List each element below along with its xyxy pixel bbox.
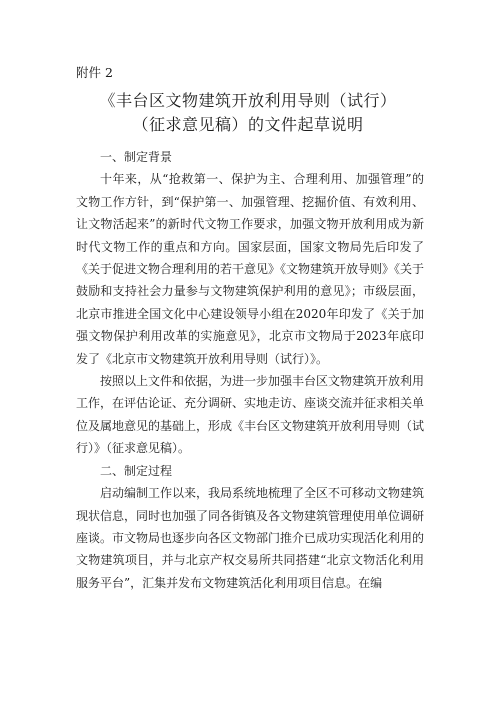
document-title-line-2: （征求意见稿）的文件起草说明	[132, 115, 364, 134]
document-title-line-1: 《丰台区文物建筑开放利用导则（试行）	[99, 91, 397, 110]
section-heading-process: 二、制定过程	[100, 463, 173, 478]
document-body	[76, 146, 424, 594]
section-heading-background: 一、制定背景	[100, 150, 173, 164]
paragraph-background-2: 按照以上文件和依据，为进一步加强丰台区文物建筑开放利用工作，在评估论证、充分调研、实地走访、座谈交流并征求相关单位及属地意见的基础上，形成《丰台区文物建筑开放利用导则（试行）》（征求意见稿）。	[76, 374, 425, 456]
attachment-label: 附件 2	[76, 65, 113, 80]
paragraph-process-1: 启动编制工作以来，我局系统地梳理了全区不可移动文物建筑现状信息，同时也加强了同各街镇及各文物建筑管理使用单位调研座谈。市文物局也逐步向各区文物部门推介已成功实现活化利用的文物建筑项目，并与北京产权交易所共同搭建“北京文物活化利用服务平台”，汇集并发布文物建筑活化利用项目信息。在编	[76, 486, 425, 590]
paragraph-background-1: 十年来，从“抢救第一、保护为主、合理利用、加强管理”的文物工作方针，到“保护第一、加强管理、挖掘价值、有效利用、让文物活起来”的新时代文物工作要求，加强文物开放利用成为新时代文物工作的重点和方向。国家层面，国家文物局先后印发了《关于促进文物合理利用的若干意见》《文物建筑开放导则》《关于鼓励和支持社会力量参与文物建筑保护利用的意见》；市级层面，北京市推进全国文化中心建设领导小组在2020年印发了《关于加强文物保护利用改革的实施意见》，北京市文物局于2023年底印发了《北京市文物建筑开放利用导则（试行）》。	[76, 172, 425, 366]
